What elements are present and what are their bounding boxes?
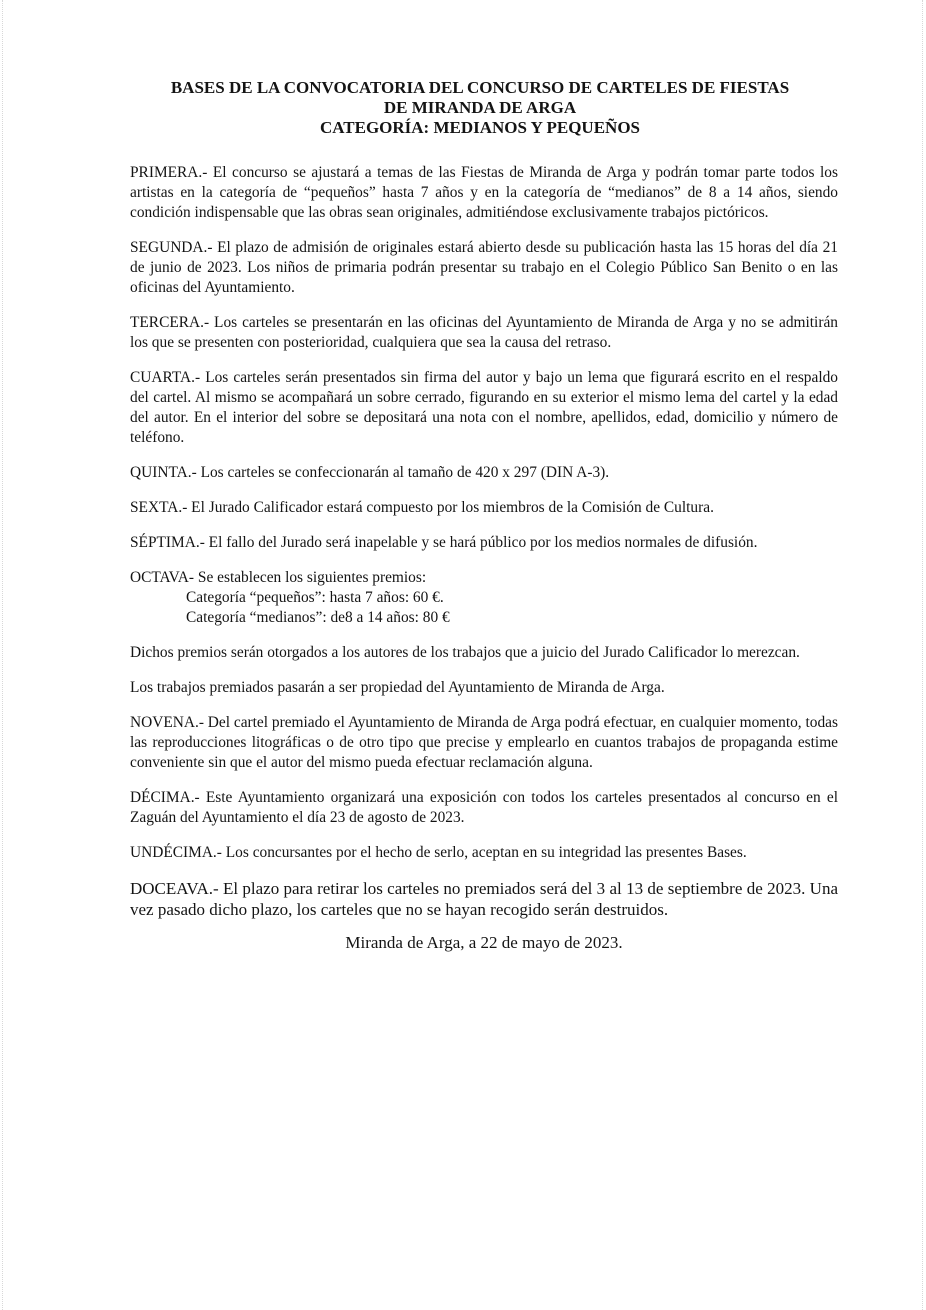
clause-propiedad: Los trabajos premiados pasarán a ser propiedad del Ayuntamiento de Miranda de Arga.	[130, 679, 665, 696]
prize-list	[186, 588, 838, 628]
title-line-2: DE MIRANDA DE ARGA	[383, 98, 577, 117]
clause-primera: PRIMERA.- El concurso se ajustará a temas de las Fiestas de Miranda de Arga y podrán tomar parte todos los artistas en la categoría de “pequeños” hasta 7 años y en la categoría de “medianos” de 8 a 14 años, siendo condición indispensable que las obras sean originales, admitiéndose exclusivamente trabajos pictóricos.	[130, 164, 838, 221]
signature-date: Miranda de Arga, a 22 de mayo de 2023.	[345, 933, 623, 952]
title-line-3: CATEGORÍA: MEDIANOS Y PEQUEÑOS	[319, 118, 641, 137]
clause-novena: NOVENA.- Del cartel premiado el Ayuntamiento de Miranda de Arga podrá efectuar, en cualquier momento, todas las reproducciones litográficas o de otro tipo que precise y emplearlo en cuantos trabajos de propaganda estime conveniente sin que el autor del mismo pueda efectuar reclamación alguna.	[130, 714, 838, 771]
clause-doceava: DOCEAVA.- El plazo para retirar los carteles no premiados será del 3 al 13 de septiembre de 2023. Una vez pasado dicho plazo, los carteles que no se hayan recogido serán destruidos.	[130, 879, 838, 919]
clause-tercera: TERCERA.- Los carteles se presentarán en las oficinas del Ayuntamiento de Miranda de Arga y no se admitirán los que se presenten con posterioridad, cualquiera que sea la causa del retraso.	[130, 314, 838, 351]
document-title	[100, 78, 860, 138]
prize-medianos: Categoría “medianos”: de8 a 14 años: 80 €	[186, 609, 450, 626]
clause-cuarta: CUARTA.- Los carteles serán presentados sin firma del autor y bajo un lema que figurará escrito en el respaldo del cartel. Al mismo se acompañará un sobre cerrado, figurando en su exterior el mismo lema del cartel y la edad del autor. En el interior del sobre se depositará una nota con el nombre, apellidos, edad, domicilio y número de teléfono.	[130, 369, 838, 446]
prize-pequenos: Categoría “pequeños”: hasta 7 años: 60 €.	[186, 589, 444, 606]
clause-septima: SÉPTIMA.- El fallo del Jurado será inapelable y se hará público por los medios normales de difusión.	[130, 534, 758, 551]
clause-quinta: QUINTA.- Los carteles se confeccionarán al tamaño de 420 x 297 (DIN A-3).	[130, 464, 610, 481]
clause-undecima: UNDÉCIMA.- Los concursantes por el hecho de serlo, aceptan en su integridad las presentes Bases.	[130, 844, 747, 861]
title-line-1: BASES DE LA CONVOCATORIA DEL CONCURSO DE CARTELES DE FIESTAS	[170, 78, 790, 97]
clause-sexta: SEXTA.- El Jurado Calificador estará compuesto por los miembros de la Comisión de Cultura.	[130, 499, 714, 516]
clause-otorgados: Dichos premios serán otorgados a los autores de los trabajos que a juicio del Jurado Calificador lo merezcan.	[130, 644, 800, 661]
clause-octava: OCTAVA- Se establecen los siguientes premios:	[130, 569, 427, 586]
clause-decima: DÉCIMA.- Este Ayuntamiento organizará una exposición con todos los carteles presentados al concurso en el Zaguán del Ayuntamiento el día 23 de agosto de 2023.	[130, 789, 838, 826]
scan-edge-right	[922, 0, 924, 1310]
clause-segunda: SEGUNDA.- El plazo de admisión de originales estará abierto desde su publicación hasta las 15 horas del día 21 de junio de 2023. Los niños de primaria podrán presentar su trabajo en el Colegio Público San Benito o en las oficinas del Ayuntamiento.	[130, 239, 838, 296]
scan-edge-left	[2, 0, 4, 1310]
document-body	[130, 163, 838, 953]
